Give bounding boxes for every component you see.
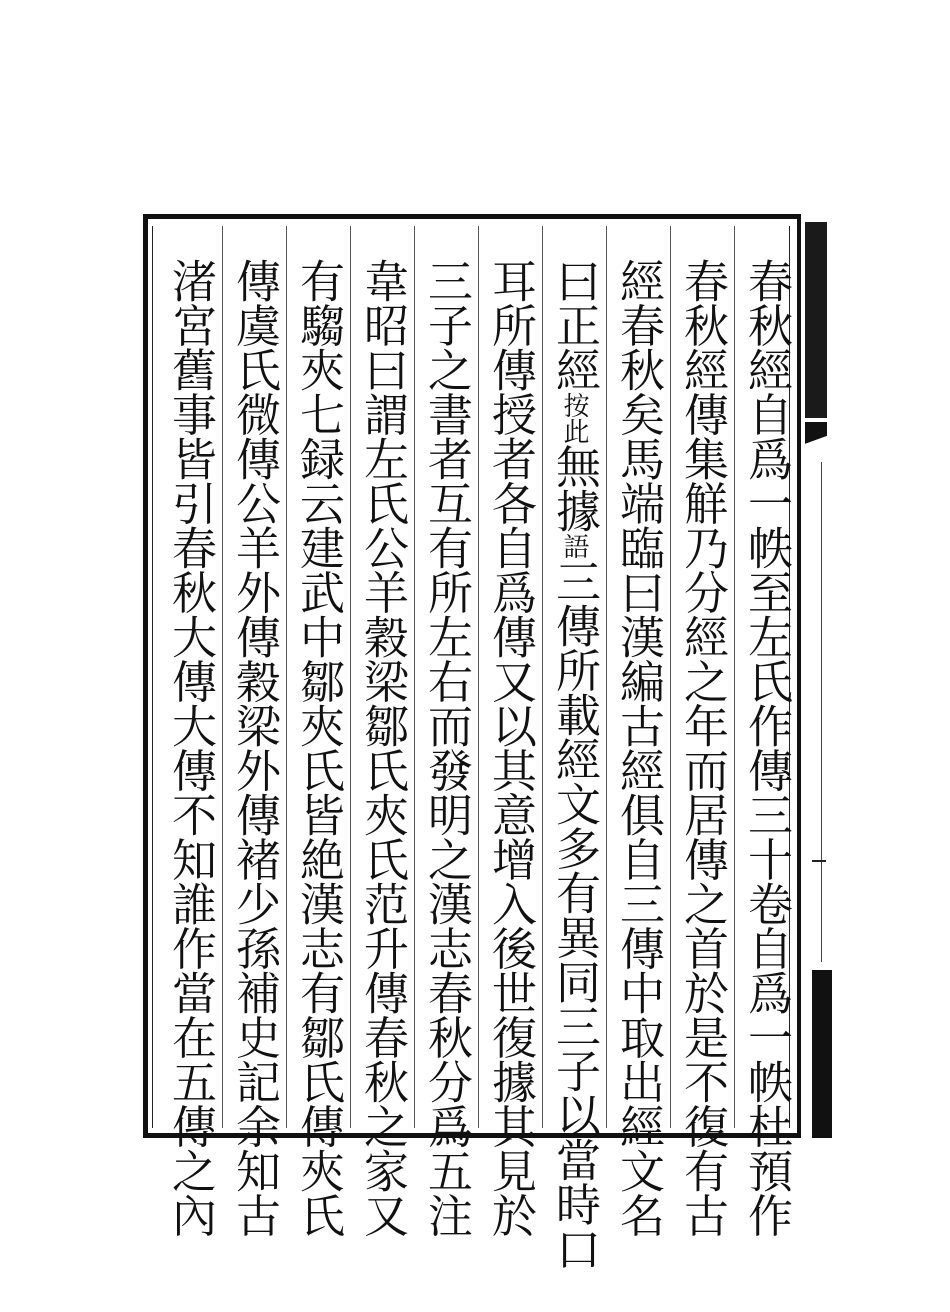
text-column-6: 三子之書者互有所左右而發明之漢志春秋分爲五注 bbox=[420, 258, 473, 1237]
column-rule bbox=[734, 226, 735, 1128]
annotation-note-2: 語 bbox=[559, 532, 589, 559]
column-rule bbox=[606, 226, 607, 1128]
column-rule bbox=[350, 226, 351, 1128]
fish-tail-mark bbox=[805, 422, 827, 462]
column-4-text-b: 無據 bbox=[548, 443, 601, 533]
column-rule bbox=[222, 226, 223, 1128]
text-column-2: 春秋經傳集觧乃分經之年而居傳之首於是不復有古 bbox=[676, 258, 729, 1237]
fore-edge-mark bbox=[812, 860, 826, 870]
text-column-9: 傳虞氏微傳公羊外傳穀梁外傳褚少孫補史記余知古 bbox=[228, 258, 281, 1237]
text-column-3: 經春秋矣馬端臨曰漢編古經俱自三傳中取出經文名 bbox=[612, 258, 665, 1237]
text-column-7: 韋昭曰謂左氏公羊穀梁鄒氏夾氏范升傳春秋之家又 bbox=[356, 258, 409, 1237]
text-column-5: 耳所傳授者各自爲傳又以其意增入後世復據其見於 bbox=[484, 258, 537, 1237]
column-rule bbox=[670, 226, 671, 1128]
fore-edge-rule bbox=[821, 462, 822, 962]
annotation-note-1: 按此 bbox=[559, 391, 589, 444]
text-column-1: 春秋經自爲一帙至左氏作傳三十卷自爲一帙杜預作 bbox=[740, 258, 793, 1237]
fore-edge-top-ink bbox=[805, 222, 827, 418]
column-4-text-c: 三傳所載經文多有異同三子以當時口 bbox=[548, 558, 601, 1271]
fore-edge-bottom-ink bbox=[812, 970, 832, 1138]
column-rule bbox=[286, 226, 287, 1128]
column-4-text-a: 曰正經 bbox=[548, 258, 601, 392]
text-column-8: 有騶夾七録云建武中鄒夾氏皆絶漢志有鄒氏傳夾氏 bbox=[292, 258, 345, 1237]
text-column-4 bbox=[548, 258, 601, 1271]
column-rule bbox=[414, 226, 415, 1128]
text-column-10: 渚宮舊事皆引春秋大傳大傳不知誰作當在五傳之內 bbox=[164, 258, 217, 1237]
column-rule bbox=[542, 226, 543, 1128]
column-rule bbox=[478, 226, 479, 1128]
